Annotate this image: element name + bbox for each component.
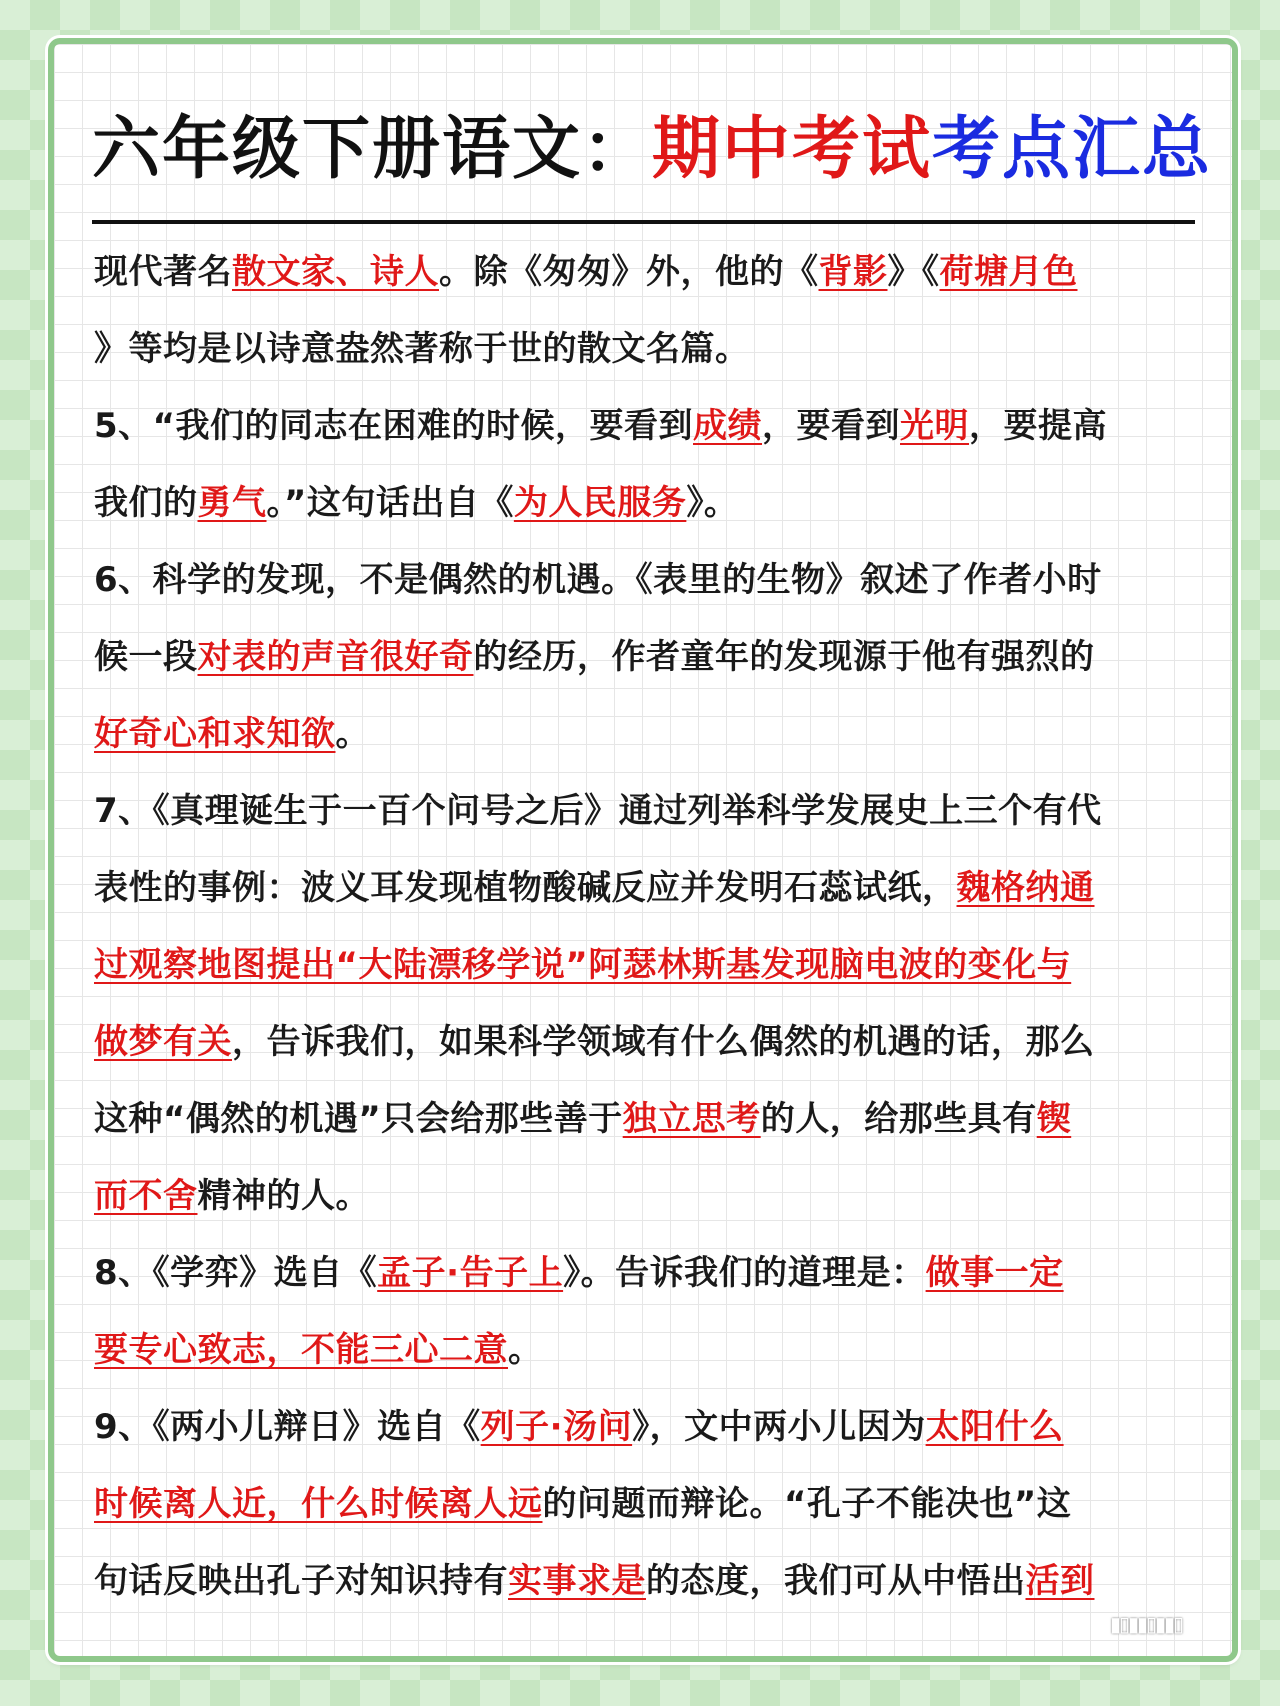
key-point: 太阳什么	[925, 1407, 1064, 1447]
text-line	[94, 465, 1202, 542]
line-text: 7、《真理诞生于一百个问号之后》通过列举科学发展史上三个有代	[94, 791, 1102, 831]
text-line	[94, 1004, 1202, 1081]
notes-content	[94, 234, 1202, 1620]
text-line	[94, 1389, 1202, 1466]
text-line	[94, 1312, 1202, 1389]
line-text: 9、《两小儿辩日》选自《	[94, 1407, 481, 1447]
key-point: 时候离人近，什么时候离人远	[94, 1484, 543, 1524]
text-line	[94, 234, 1202, 311]
line-text: 表性的事例：波义耳发现植物酸碱反应并发明石蕊试纸，	[94, 868, 957, 908]
line-text: 句话反映出孔子对知识持有	[94, 1561, 508, 1601]
text-line	[94, 1235, 1202, 1312]
line-text: 》。	[686, 483, 739, 523]
line-text: 》。告诉我们的道理是：	[563, 1253, 926, 1293]
text-line	[94, 388, 1202, 465]
key-point: 列子·汤问	[480, 1407, 633, 1447]
key-point: 对表的声音很好奇	[197, 637, 474, 677]
text-line	[94, 1158, 1202, 1235]
line-text: 》等均是以诗意盎然著称于世的散文名篇。	[94, 329, 750, 369]
key-point: 实事求是	[508, 1561, 646, 1601]
line-text: 精神的人。	[197, 1176, 370, 1216]
key-point: 要专心致志，不能三心二意	[94, 1330, 508, 1370]
text-line	[94, 1466, 1202, 1543]
line-text: 现代著名	[94, 252, 232, 292]
text-line	[94, 1081, 1202, 1158]
line-text: 8、《学弈》选自《	[94, 1253, 378, 1293]
key-point: 光明	[900, 406, 970, 446]
line-text: ，要看到	[762, 406, 901, 446]
page-title	[92, 110, 1213, 189]
line-text: 的经历，作者童年的发现源于他有强烈的	[473, 637, 1095, 677]
line-text: ，要提高	[969, 406, 1108, 446]
key-point: 为人民服务	[513, 483, 687, 523]
text-line	[94, 773, 1202, 850]
line-text: 5、“我们的同志在困难的时候，要看到	[94, 406, 694, 446]
line-text: 》《	[887, 252, 940, 292]
key-point: 好奇心和求知欲	[94, 714, 336, 754]
text-line	[94, 696, 1202, 773]
title-part-2: 期中考试	[652, 110, 933, 189]
line-text: 。	[335, 714, 370, 754]
watermark: ▮▯▮▮▯▮▮▯	[1109, 1612, 1182, 1636]
line-text: 的问题而辩论。“孔子不能决也”这	[542, 1484, 1072, 1524]
line-text: 的人，给那些具有	[760, 1099, 1037, 1139]
title-part-3: 考点汇总	[932, 110, 1213, 189]
line-text: 的态度，我们可从中悟出	[646, 1561, 1026, 1601]
key-point: 荷塘月色	[939, 252, 1078, 292]
key-point: 魏格纳通	[956, 868, 1095, 908]
key-point: 而不舍	[94, 1176, 198, 1216]
text-line	[94, 1543, 1202, 1620]
key-point: 成绩	[693, 406, 763, 446]
key-point: 做事一定	[925, 1253, 1064, 1293]
text-line	[94, 542, 1202, 619]
text-line	[94, 311, 1202, 388]
text-line	[94, 619, 1202, 696]
key-point: 散文家、诗人	[232, 252, 439, 292]
text-line	[94, 927, 1202, 1004]
key-point: 孟子·告子上	[377, 1253, 564, 1293]
key-point: 过观察地图提出“大陆漂移学说”阿瑟林斯基发现脑电波的变化与	[94, 945, 1072, 985]
title-part-1: 六年级下册语文：	[92, 110, 653, 189]
key-point: 锲	[1036, 1099, 1072, 1139]
line-text: 》，文中两小儿因为	[632, 1407, 926, 1447]
notes-card	[48, 38, 1238, 1662]
key-point: 活到	[1025, 1561, 1095, 1601]
key-point: 独立思考	[622, 1099, 761, 1139]
title-divider	[92, 220, 1195, 224]
line-text: 这种“偶然的机遇”只会给那些善于	[94, 1099, 623, 1139]
line-text: 候一段	[94, 637, 198, 677]
key-point: 做梦有关	[94, 1022, 232, 1062]
line-text: 。	[508, 1330, 543, 1370]
text-line	[94, 850, 1202, 927]
line-text: 。”这句话出自《	[266, 483, 514, 523]
line-text: 我们的	[94, 483, 198, 523]
key-point: 勇气	[197, 483, 267, 523]
line-text: ，告诉我们，如果科学领域有什么偶然的机遇的话，那么	[232, 1022, 1095, 1062]
key-point: 背影	[818, 252, 888, 292]
line-text: 。除《匆匆》外，他的《	[439, 252, 819, 292]
line-text: 6、科学的发现，不是偶然的机遇。《表里的生物》叙述了作者小时	[94, 560, 1102, 600]
